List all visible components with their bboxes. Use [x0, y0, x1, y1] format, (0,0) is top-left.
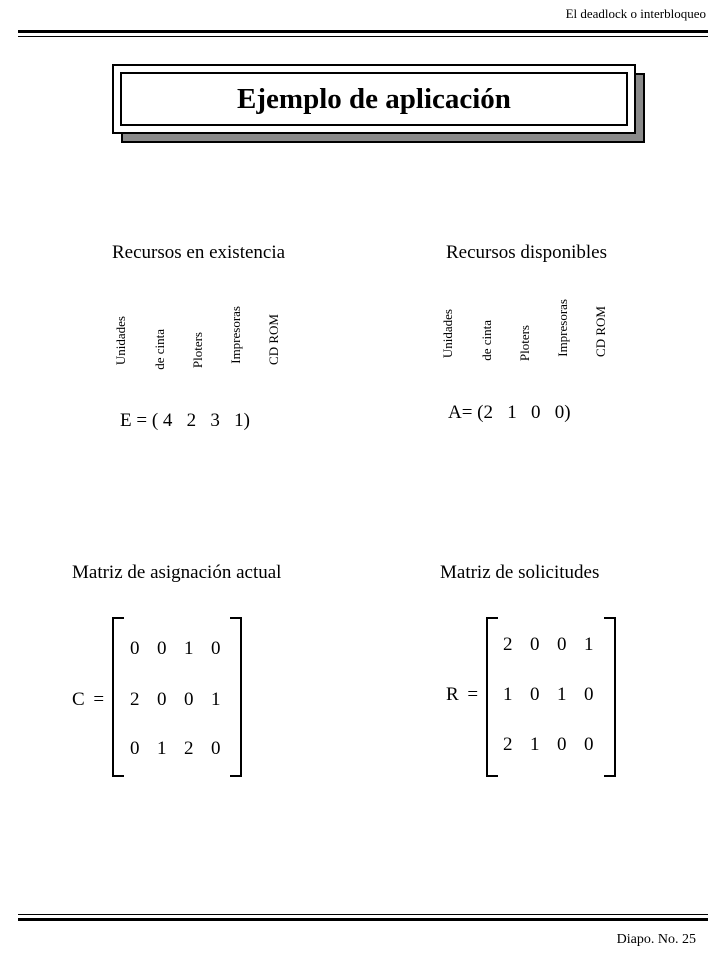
disponibles-col-impresoras: Impresoras — [555, 299, 570, 357]
existencia-col-impresoras: Impresoras — [228, 306, 243, 364]
matrix-r-label: R = — [446, 684, 479, 705]
page-title: Ejemplo de aplicación — [120, 72, 628, 126]
disponibles-col-cd-rom: CD ROM — [593, 306, 608, 357]
asignacion-heading: Matriz de asignación actual — [72, 562, 282, 583]
solicitudes-heading: Matriz de solicitudes — [440, 562, 600, 583]
matrix-c-row: 2 0 0 1 — [130, 689, 221, 710]
disponibles-col-unidades: Unidades — [440, 309, 455, 359]
existencia-col-unidades: Unidades — [113, 316, 128, 366]
matrix-c-right-bracket — [230, 617, 242, 777]
matrix-r-right-bracket — [604, 617, 616, 777]
disponibles-col-de-cinta: de cinta — [479, 320, 494, 361]
existencia-col-cd-rom: CD ROM — [266, 314, 281, 365]
footer-rule-thick — [18, 918, 708, 921]
matrix-c-row: 0 0 1 0 — [130, 638, 221, 659]
matrix-r-row: 2 0 0 1 — [503, 634, 594, 655]
header-rule-thin — [18, 36, 708, 37]
title-box — [112, 64, 636, 134]
disponibles-heading: Recursos disponibles — [446, 242, 607, 263]
footer-rule-thin — [18, 914, 708, 915]
existencia-col-ploters: Ploters — [190, 332, 205, 369]
vector-a: A= (2 1 0 0) — [448, 402, 571, 423]
matrix-c-label: C = — [72, 689, 105, 710]
matrix-r-row: 1 0 1 0 — [503, 684, 594, 705]
running-title: El deadlock o interbloqueo — [565, 6, 706, 21]
slide-number: Diapo. No. 25 — [616, 932, 696, 947]
existencia-col-de-cinta: de cinta — [152, 329, 167, 370]
header-rule-thick — [18, 30, 708, 33]
matrix-r-left-bracket — [486, 617, 498, 777]
vector-e: E = ( 4 2 3 1) — [120, 410, 250, 431]
existencia-heading: Recursos en existencia — [112, 242, 286, 263]
disponibles-col-ploters: Ploters — [517, 325, 532, 362]
matrix-r-row: 2 1 0 0 — [503, 734, 594, 755]
matrix-c-left-bracket — [112, 617, 124, 777]
matrix-c-row: 0 1 2 0 — [130, 738, 221, 759]
